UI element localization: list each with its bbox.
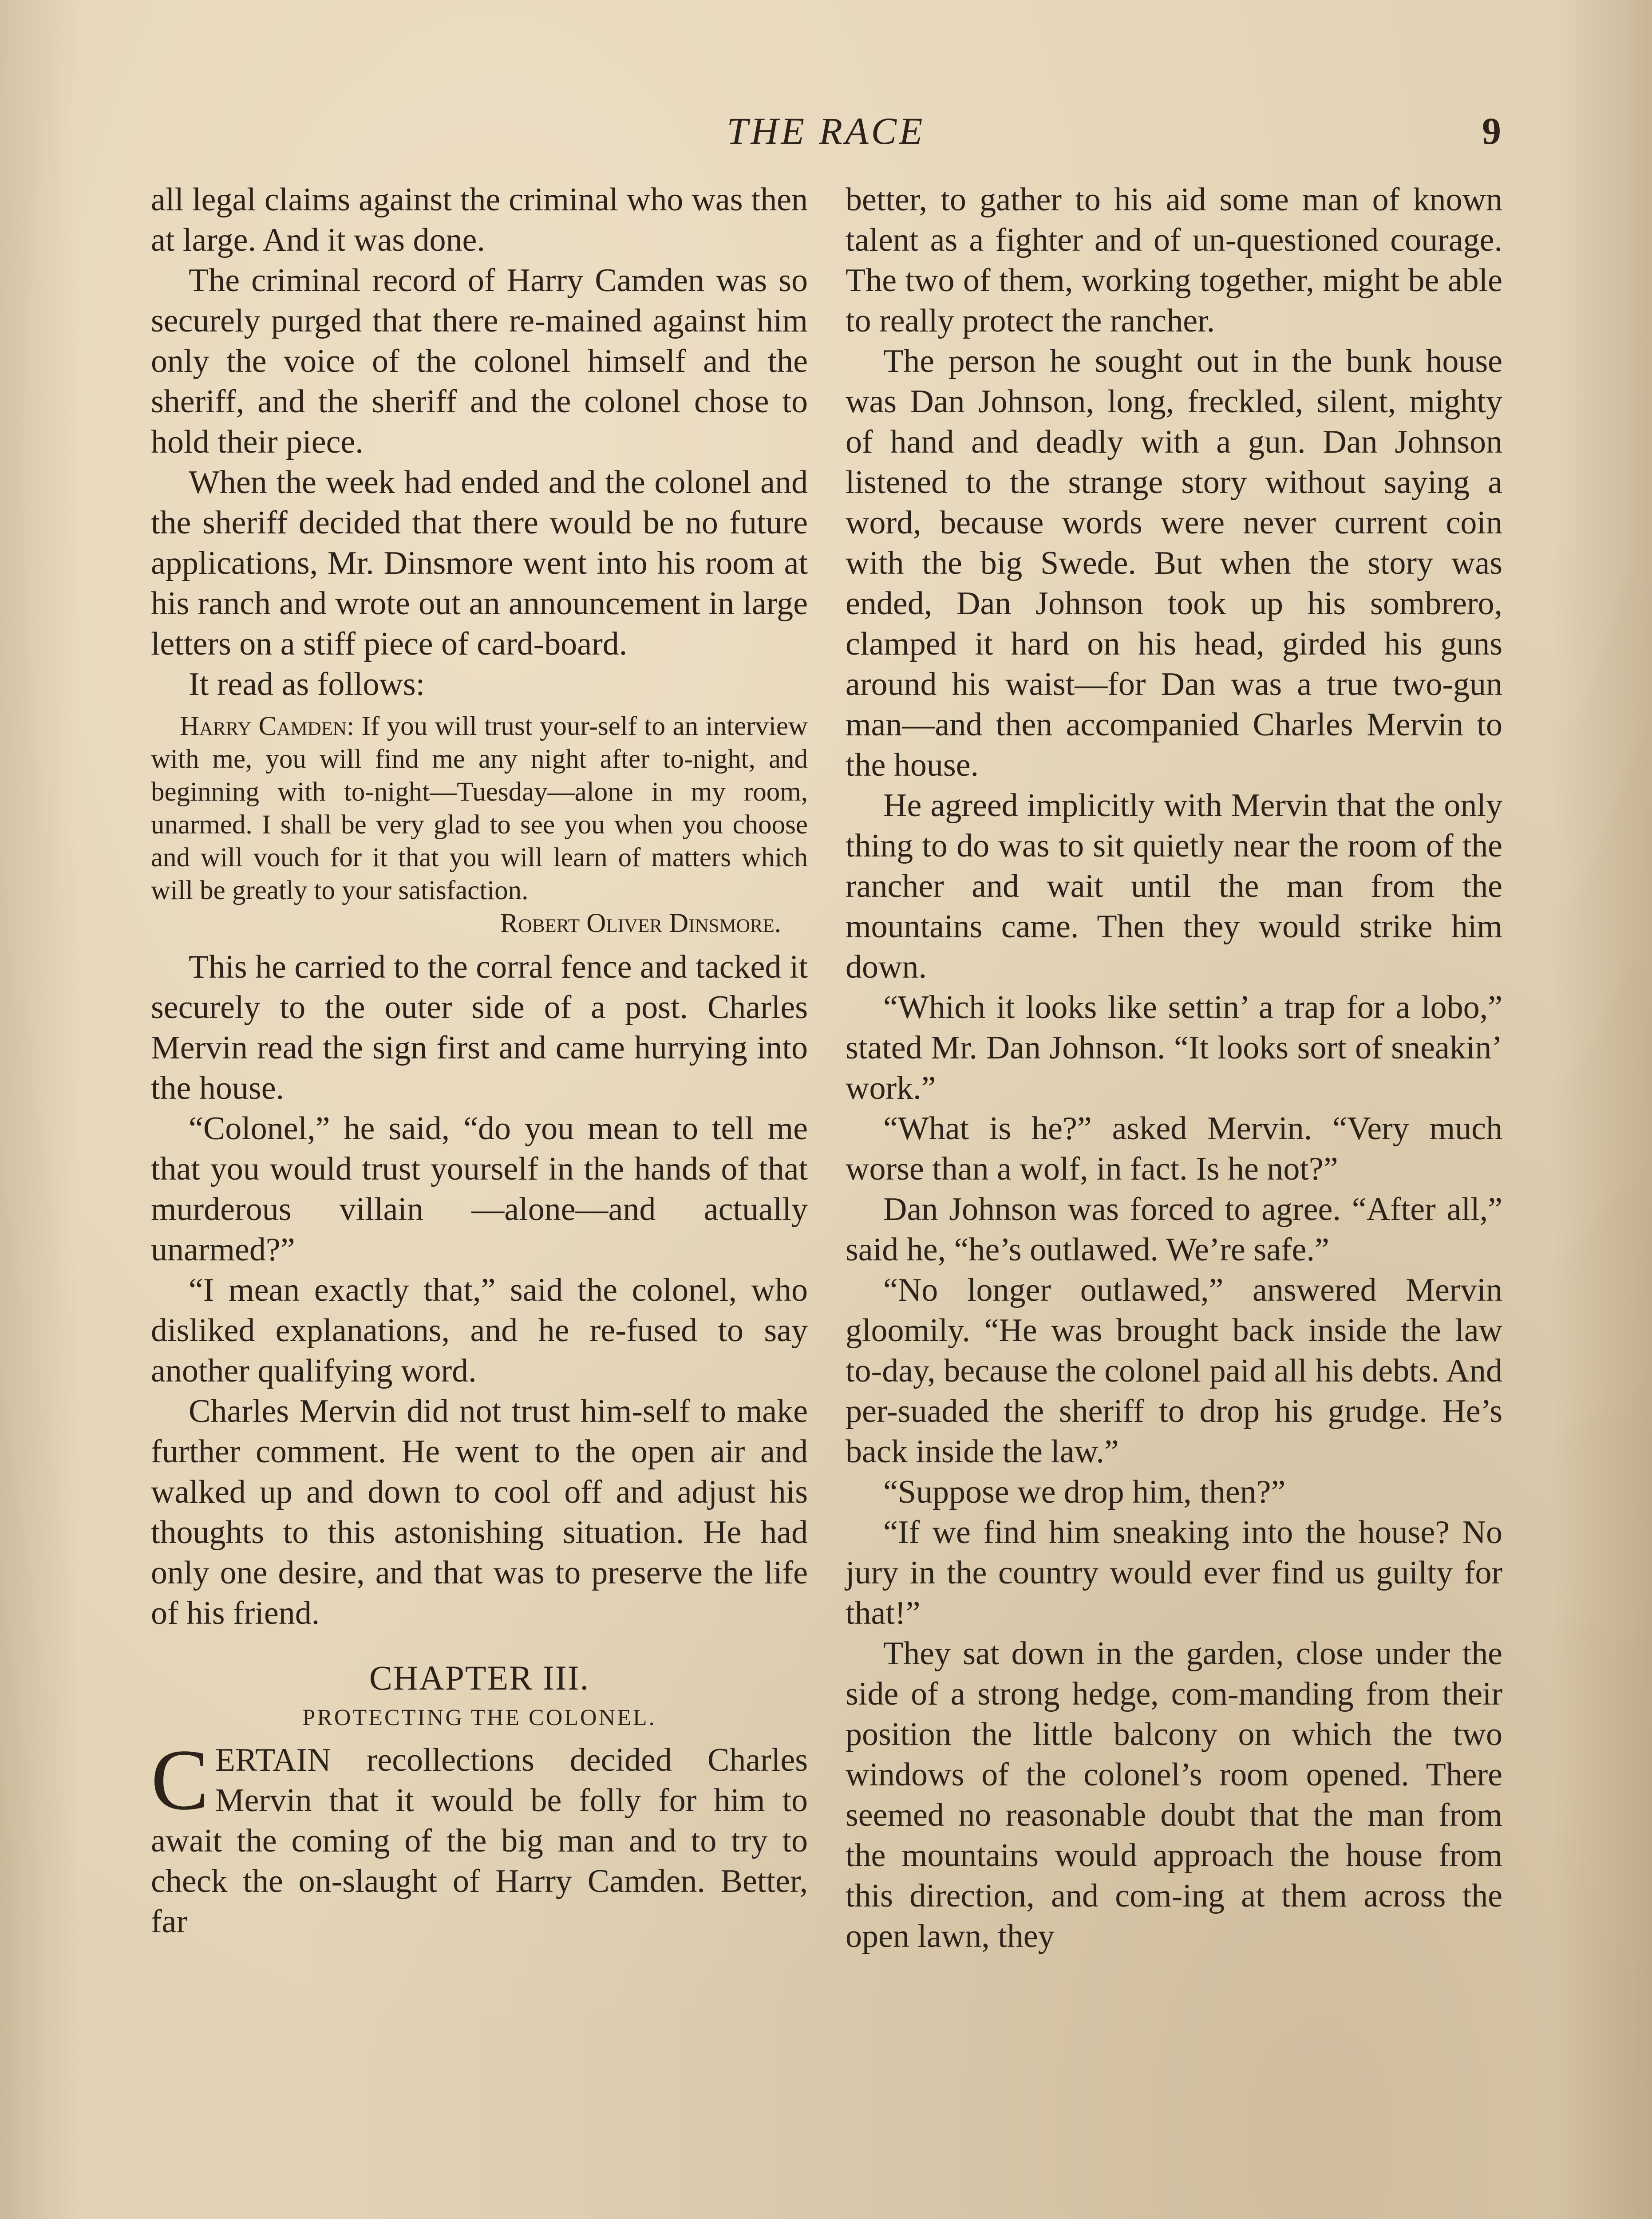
paragraph: “What is he?” asked Mervin. “Very much worse than a wolf, in fact. Is he not?”: [846, 1110, 1502, 1187]
paragraph: This he carried to the corral fence and tacked it securely to the outer side of a post. Charles Mervin read the sign first and came hurrying into the house.: [151, 949, 808, 1106]
paragraph: Dan Johnson was forced to agree. “After all,” said he, “he’s outlawed. We’re safe.”: [846, 1191, 1502, 1268]
letter-body: If you will trust your-self to an interview with me, you will find me any night after to-night, and beginning with to-night—Tuesday—alone in my room, unarmed. I shall be very glad to see you when you choose and will vouch for it that you will learn of matters which will be greatly to your satisfaction.: [151, 711, 808, 905]
chapter-opening-paragraph: [151, 1732, 808, 1942]
page-number: 9: [1482, 110, 1501, 152]
chapter-subtitle: PROTECTING THE COLONEL.: [302, 1705, 656, 1730]
paragraph: “If we find him sneaking into the house? No jury in the country would ever find us guilty for that!”: [846, 1514, 1502, 1631]
paragraph: He agreed implicitly with Mervin that the only thing to do was to sit quietly near the room of the rancher and wait until the man from the mountains came. Then they would strike him down.: [846, 787, 1502, 985]
paragraph: It read as follows:: [189, 666, 425, 703]
paragraph: “Suppose we drop him, then?”: [883, 1474, 1286, 1510]
first-word: ERTAIN: [215, 1742, 331, 1778]
drop-cap: C: [151, 1732, 209, 1828]
letter-salutation: Harry Camden:: [180, 711, 354, 741]
paragraph-text: recollections decided Charles Mervin that it would be folly for him to await the coming of the big man and to try to check the on-slaught of Harry Camden. Better, far: [151, 1742, 808, 1940]
paragraph: “Colonel,” he said, “do you mean to tell me that you would trust yourself in the hands of that murderous villain —alone—and actually unarmed?”: [151, 1110, 808, 1268]
paragraph: better, to gather to his aid some man of known talent as a fighter and of un-questioned courage. The two of them, working together, might be able to really protect the rancher.: [846, 182, 1502, 339]
paragraph: The criminal record of Harry Camden was so securely purged that there re-mained against him only the voice of the colonel himself and the sheriff, and the sheriff and the colonel chose to hold their piece.: [151, 262, 808, 460]
paragraph: Charles Mervin did not trust him-self to make further comment. He went to the open air and walked up and down to cool off and adjust his thoughts to this astonishing situation. He had only one desire, and that was to preserve the life of his friend.: [151, 1393, 808, 1631]
left-column: [151, 180, 808, 2219]
running-title: THE RACE: [727, 110, 925, 152]
letter-signature: Robert Oliver Dinsmore.: [500, 908, 781, 938]
announcement-letter: [151, 710, 808, 940]
paragraph: all legal claims against the criminal who was then at large. And it was done.: [151, 182, 808, 258]
paragraph: They sat down in the garden, close under the side of a strong hedge, com-manding from their position the little balcony on which the two windows of the colonel’s room opened. There seemed no reasonable doubt that the man from the mountains would approach the house from this direction, and com-ing at them across the open lawn, they: [846, 1635, 1502, 1954]
paragraph: The person he sought out in the bunk house was Dan Johnson, long, freckled, silent, mighty of hand and deadly with a gun. Dan Johnson listened to the strange story without saying a word, because words were never current coin with the big Swede. But when the story was ended, Dan Johnson took up his sombrero, clamped it hard on his head, girded his guns around his waist—for Dan was a true two-gun man—and then accompanied Charles Mervin to the house.: [846, 343, 1502, 783]
paragraph: “I mean exactly that,” said the colonel, who disliked explanations, and he re-fused to say another qualifying word.: [151, 1272, 808, 1389]
paragraph: When the week had ended and the colonel and the sheriff decided that there would be no future applications, Mr. Dinsmore went into his room at his ranch and wrote out an announcement in large letters on a stiff piece of card-board.: [151, 464, 808, 662]
paragraph: “No longer outlawed,” answered Mervin gloomily. “He was brought back inside the law to-day, because the colonel paid all his debts. And per-suaded the sheriff to drop his grudge. He’s back inside the law.”: [846, 1272, 1502, 1470]
paragraph: “Which it looks like settin’ a trap for a lobo,” stated Mr. Dan Johnson. “It looks sort of sneakin’ work.”: [846, 989, 1502, 1106]
page-header: [0, 102, 1652, 160]
chapter-heading: CHAPTER III.: [369, 1658, 590, 1697]
right-column: [846, 180, 1502, 2219]
